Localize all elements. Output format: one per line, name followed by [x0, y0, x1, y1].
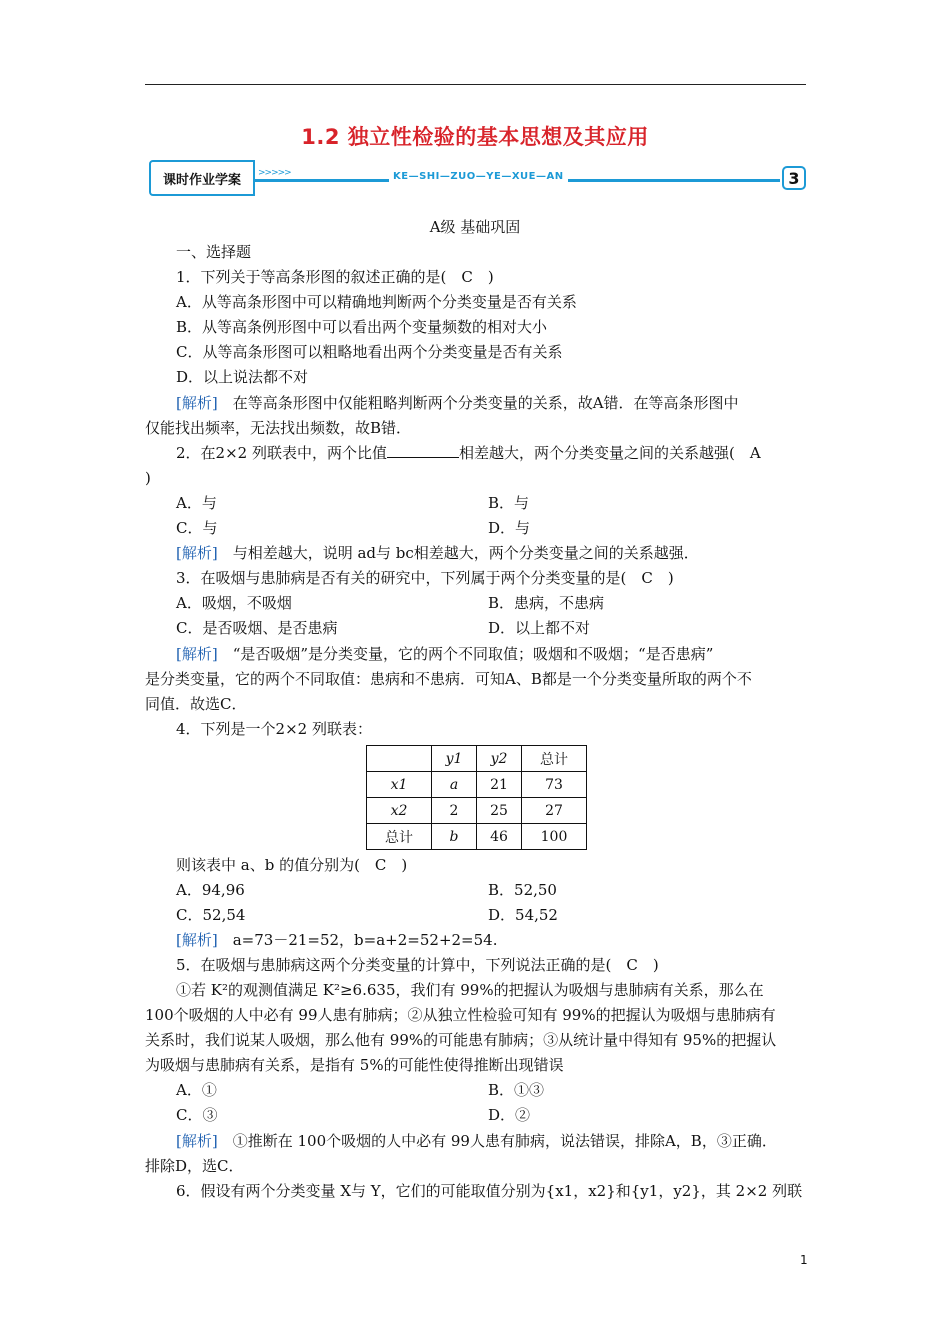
q2-blank [387, 443, 459, 458]
table-cell: a [432, 772, 477, 798]
section-banner [149, 160, 806, 198]
q5-line-2: 100个吸烟的人中必有 99人患有肺病；②从独立性检验可知有 99%的把握认为吸烟与患肺病有 [145, 1006, 776, 1024]
q6-stem: 6．假设有两个分类变量 X与 Y，它们的可能取值分别为{x1，x2}和{y1，y2}，其 2×2 列联 [176, 1182, 803, 1200]
table-cell [367, 746, 432, 772]
q4-ask: 则该表中 a、b 的值分别为( C ) [176, 856, 408, 874]
table-cell: 25 [477, 798, 522, 824]
q5-option-c: C．③ [176, 1106, 218, 1124]
table-header-row [367, 746, 587, 772]
q5-option-a: A．① [176, 1081, 217, 1099]
q1-option-a: A．从等高条形图中可以精确地判断两个分类变量是否有关系 [176, 293, 577, 311]
banner-pinyin: KE—SHI—ZUO—YE—XUE—AN [389, 171, 568, 182]
table-cell: 总计 [367, 824, 432, 850]
q5-option-b: B．①③ [488, 1081, 545, 1099]
q4-explanation [176, 930, 497, 950]
table-cell: 21 [477, 772, 522, 798]
level-heading: A级 基础巩固 [429, 218, 521, 236]
analysis-tag: [解析] [176, 645, 218, 663]
table-cell: 总计 [522, 746, 587, 772]
analysis-tag: [解析] [176, 931, 218, 949]
q1-stem: 1．下列关于等高条形图的叙述正确的是( C ) [176, 268, 494, 286]
q3-option-c: C．是否吸烟、是否患病 [176, 619, 338, 637]
analysis-tag: [解析] [176, 394, 218, 412]
top-rule [145, 84, 806, 85]
q2-option-a: A．与 [176, 494, 217, 512]
q4-option-a: A．94,96 [176, 881, 245, 899]
table-row [367, 798, 587, 824]
q5-exp-2: 排除D，选C． [145, 1157, 244, 1175]
banner-label: 课时作业学案 [149, 160, 255, 196]
q4-stem: 4．下列是一个2×2 列联表： [176, 720, 372, 738]
q2-explanation [176, 543, 699, 563]
q5-exp-1: ①推断在 100个吸烟的人中必有 99人患有肺病，说法错误，排除A，B，③正确． [217, 1132, 777, 1150]
q2-option-b: B．与 [488, 494, 530, 512]
table-cell: y2 [477, 746, 522, 772]
q3-option-d: D．以上都不对 [488, 619, 591, 637]
q2-exp: 与相差越大，说明 ad与 bc相差越大，两个分类变量之间的关系越强． [217, 544, 699, 562]
table-row [367, 824, 587, 850]
section-heading: 一、选择题 [176, 243, 252, 261]
q4-option-b: B．52,50 [488, 881, 557, 899]
q4-option-d: D．54,52 [488, 906, 558, 924]
q5-line-1: ①若 K²的观测值满足 K²≥6.635，我们有 99%的把握认为吸烟与患肺病有关系，那么在 [176, 981, 764, 999]
q1-option-d: D．以上说法都不对 [176, 368, 309, 386]
q3-option-a: A．吸烟，不吸烟 [176, 594, 292, 612]
q5-explanation [176, 1131, 777, 1151]
q2-stem-b: 相差越大，两个分类变量之间的关系越强( A [458, 444, 761, 462]
q5-line-4: 为吸烟与患肺病有关系，是指有 5%的可能性使得推断出现错误 [145, 1056, 564, 1074]
table-cell: 73 [522, 772, 587, 798]
q3-stem: 3．在吸烟与患肺病是否有关的研究中，下列属于两个分类变量的是( C ) [176, 569, 674, 587]
table-cell: x2 [367, 798, 432, 824]
q3-explanation [176, 644, 713, 664]
page-number: 1 [800, 1253, 808, 1267]
table-row [367, 772, 587, 798]
analysis-tag: [解析] [176, 1132, 218, 1150]
q2-stem-a: 2．在2×2 列联表中，两个比值 [176, 444, 387, 462]
page-title: 1.2 独立性检验的基本思想及其应用 [301, 125, 649, 149]
table-cell: 27 [522, 798, 587, 824]
q2-option-c: C．与 [176, 519, 218, 537]
q1-option-b: B．从等高条例形图中可以看出两个变量频数的相对大小 [176, 318, 548, 336]
q3-exp-2: 是分类变量，它的两个不同取值：患病和不患病．可知A、B都是一个分类变量所取的两个不 [145, 670, 752, 688]
q2-stem-c: ) [145, 469, 151, 487]
q1-option-c: C．从等高条形图可以粗略地看出两个分类变量是否有关系 [176, 343, 563, 361]
q5-line-3: 关系时，我们说某人吸烟，那么他有 99%的可能患有肺病；③从统计量中得知有 95%的把握认 [145, 1031, 777, 1049]
q5-stem: 5．在吸烟与患肺病这两个分类变量的计算中，下列说法正确的是( C ) [176, 956, 659, 974]
table-cell: y1 [432, 746, 477, 772]
q3-option-b: B．患病，不患病 [488, 594, 605, 612]
q1-explanation [176, 393, 739, 413]
contingency-table [366, 745, 587, 850]
q5-option-d: D．② [488, 1106, 531, 1124]
analysis-tag: [解析] [176, 544, 218, 562]
table-cell: b [432, 824, 477, 850]
q2-stem [176, 443, 761, 463]
q4-option-c: C．52,54 [176, 906, 246, 924]
q3-exp-3: 同值．故选C． [145, 695, 247, 713]
q4-exp: a=73－21=52，b=a+2=52+2=54. [217, 931, 498, 949]
q1-exp-1: 在等高条形图中仅能粗略判断两个分类变量的关系，故A错．在等高条形图中 [217, 394, 739, 412]
q3-exp-1: “是否吸烟”是分类变量，它的两个不同取值；吸烟和不吸烟；“是否患病” [217, 645, 714, 663]
table-cell: 46 [477, 824, 522, 850]
table-cell: x1 [367, 772, 432, 798]
banner-arrows: >>>>> [258, 168, 291, 178]
table-cell: 2 [432, 798, 477, 824]
banner-number: 3 [782, 166, 806, 190]
q2-option-d: D．与 [488, 519, 531, 537]
q1-exp-2: 仅能找出频率，无法找出频数，故B错． [145, 419, 412, 437]
table-cell: 100 [522, 824, 587, 850]
